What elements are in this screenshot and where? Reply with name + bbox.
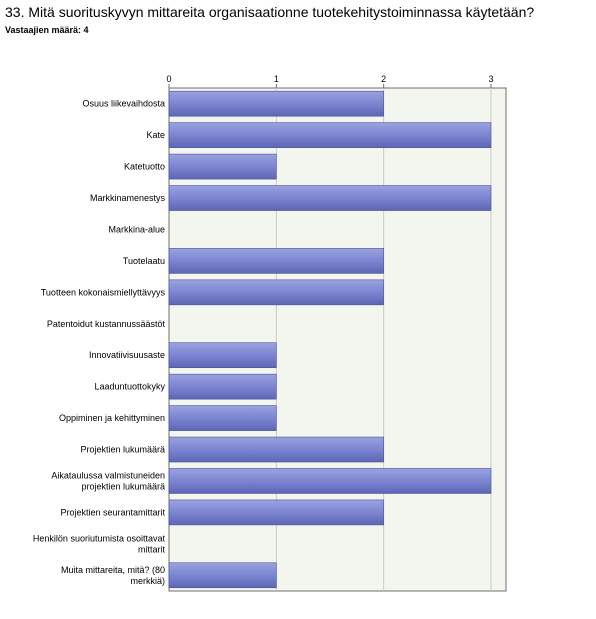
tick-label: 2 bbox=[381, 74, 387, 84]
category-label: Laaduntuottokyky bbox=[94, 381, 165, 392]
bar bbox=[169, 91, 384, 116]
category-label: Innovatiivisuusaste bbox=[88, 350, 165, 361]
category-label: Muita mittareita, mitä? (80 merkkiä) bbox=[60, 564, 165, 586]
respondent-count: Vastaajien määrä: 4 bbox=[5, 25, 89, 35]
tick-label: 1 bbox=[273, 74, 279, 84]
bar bbox=[169, 123, 491, 148]
bar bbox=[169, 343, 276, 368]
category-label: Osuus liikevaihdosta bbox=[82, 98, 165, 109]
bar bbox=[169, 154, 276, 179]
tick-label: 3 bbox=[488, 74, 494, 84]
category-label: Henkilön suoriutumista osoittavat mittarit bbox=[32, 533, 165, 555]
category-label: Aikataulussa valmistuneiden projektien lukumäärä bbox=[51, 470, 165, 492]
category-label: Tuotelaatu bbox=[122, 255, 165, 266]
category-label: Kate bbox=[146, 130, 165, 141]
chart-title: 33. Mitä suorituskyvyn mittareita organisaationne tuotekehitystoiminnassa käytetään? bbox=[5, 4, 535, 20]
category-label: Tuotteen kokonaismiellyttävyys bbox=[40, 287, 165, 298]
axis-ticks bbox=[166, 74, 493, 88]
category-label: Patentoidut kustannussäästöt bbox=[46, 318, 165, 329]
bar bbox=[169, 280, 384, 305]
category-label: Projektien seurantamittarit bbox=[60, 507, 165, 518]
category-label: Projektien lukumäärä bbox=[80, 444, 165, 455]
category-label: Markkinamenestys bbox=[89, 193, 165, 204]
bar bbox=[169, 468, 491, 493]
category-label: Oppiminen ja kehittyminen bbox=[58, 413, 165, 424]
bar bbox=[169, 374, 276, 399]
bar bbox=[169, 248, 384, 273]
bar bbox=[169, 437, 384, 462]
bar bbox=[169, 406, 276, 431]
bar bbox=[169, 563, 276, 588]
category-label: Markkina-alue bbox=[108, 224, 165, 235]
category-labels bbox=[33, 99, 166, 586]
category-label: Katetuotto bbox=[123, 161, 165, 172]
bar bbox=[169, 186, 491, 211]
tick-label: 0 bbox=[166, 74, 172, 84]
bar bbox=[169, 500, 384, 525]
